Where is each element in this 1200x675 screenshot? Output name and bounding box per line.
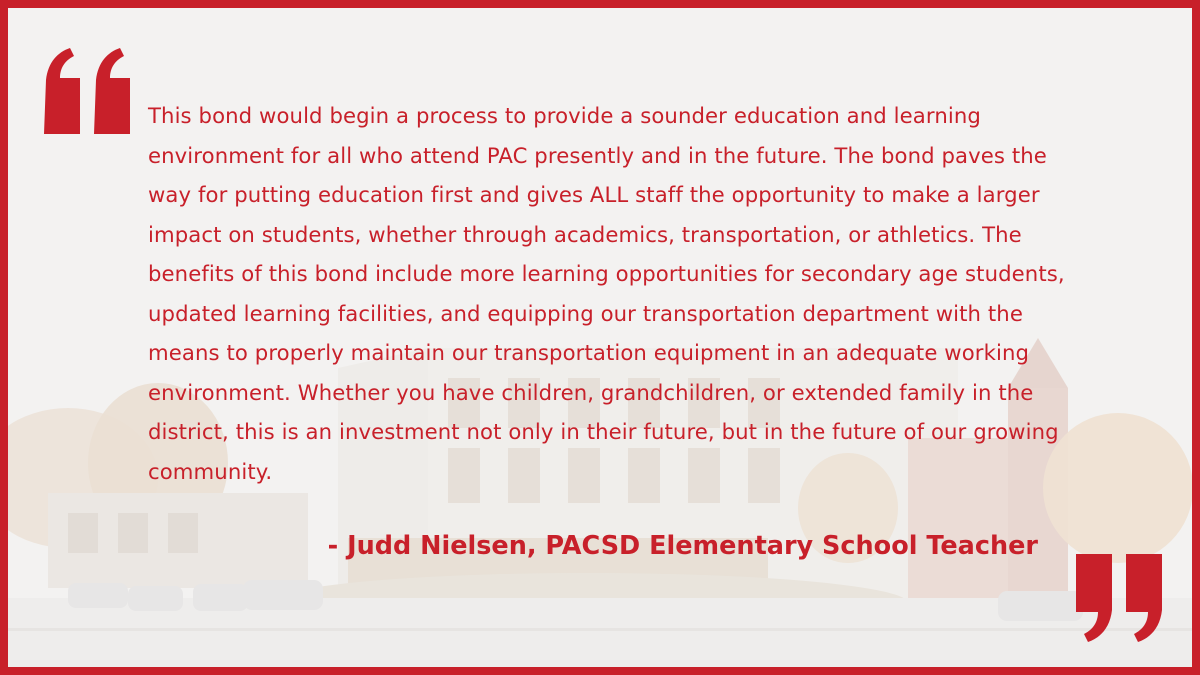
- close-quote-mark-icon: [1068, 554, 1168, 649]
- open-quote-mark-icon: [36, 42, 136, 137]
- quote-attribution: - Judd Nielsen, PACSD Elementary School Teacher: [327, 531, 1038, 561]
- quote-text: This bond would begin a process to provide a sounder education and learning environment for all who attend PAC presently and in the future. The bond paves the way for putting education first and gives ALL staff the opportunity to make a larger impact on students, whether through academics, transportation, or athletics. The benefits of this bond include more learning opportunities for secondary age students, updated learning facilities, and equipping our transportation department with the means to properly maintain our transportation equipment in an adequate working environment. Whether you have children, grandchildren, or extended family in the district, this is an investment not only in their future, but in the future of our growing community.: [148, 103, 1065, 484]
